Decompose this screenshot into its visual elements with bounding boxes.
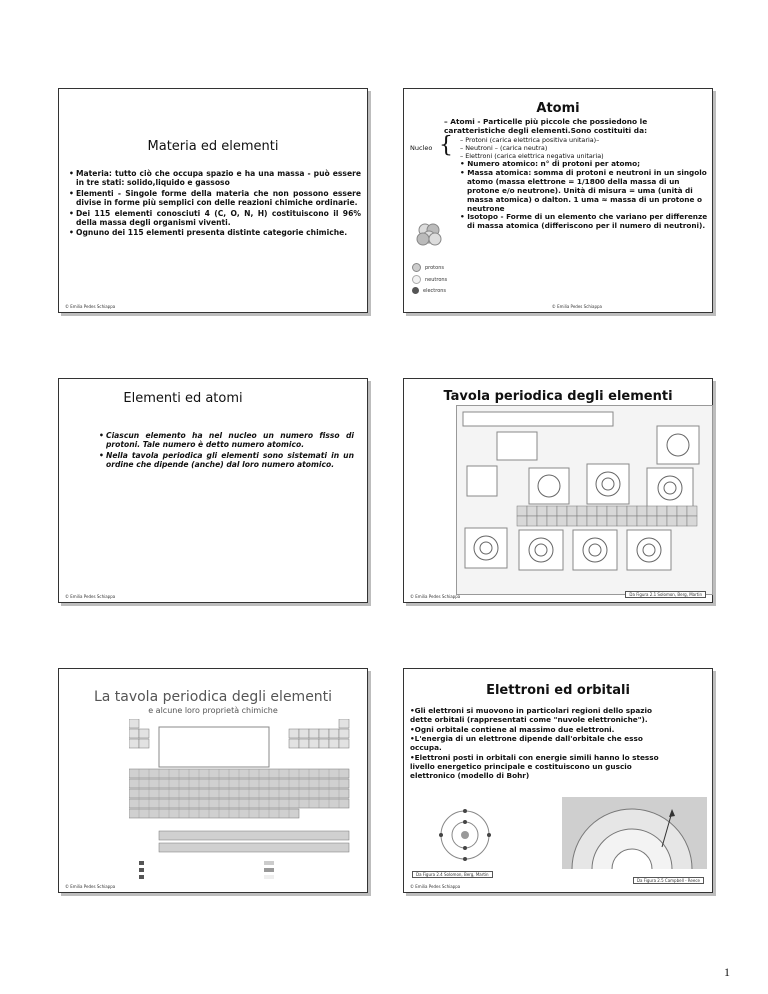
brace-icon: { (439, 133, 453, 158)
bullet: Ognuno dei 115 elementi presenta distinte categorie chimiche. (76, 228, 348, 238)
bohr-model-icon (430, 807, 500, 867)
slide-atomi (403, 88, 713, 313)
slide-body: • Ciascun elemento ha nel nucleo un numero fisso di protoni. Tale numero è detto numero atomico. • Nella tavola periodica gli elementi sono sistemati in un ordine che dipende (anche) dal loro numero atomico. (99, 431, 354, 470)
bullet: Materia: tutto ciò che occupa spazio e ha una massa - può essere in tre stati: solido,liquido e gassoso (76, 169, 361, 188)
atomi-point: • Isotopo - Forme di un elemento che variano per differenze di massa atomica (differiscono per il numero di neutroni). (460, 212, 708, 231)
figure-credit-right: Da Figura 2.5 Campbell - Reece (633, 877, 704, 884)
slide-footer: © Emilia Pedes Schiappa (65, 304, 116, 309)
neutron-icon (412, 275, 421, 284)
atom-nucleus-icon (414, 219, 446, 251)
periodic-table-figure (456, 405, 713, 595)
slide-title: Elementi ed atomi (123, 391, 243, 406)
nucleo-label: Nucleo (410, 144, 433, 152)
atomi-intro: – Atomi - Particelle più piccole che possiedono le caratteristiche degli elementi.Sono costituiti da: (444, 117, 648, 135)
slide-elettroni-orbitali (403, 668, 713, 893)
slide-title: Atomi (536, 101, 580, 116)
slide-title: Tavola periodica degli elementi (443, 389, 673, 404)
slide-footer: © Emilia Pedes Schiappa (551, 304, 602, 309)
electron-icon (412, 287, 419, 294)
legend-neutrons: neutrons (412, 275, 447, 284)
atomi-point: • Numero atomico: n° di protoni per atomo; (460, 159, 641, 168)
image-subtitle: e alcune loro proprietà chimiche (148, 706, 278, 715)
bullet: •Ogni orbitale contiene al massimo due elettroni. (410, 724, 615, 734)
particle-item: – Elettroni (carica elettrica negativa unitaria) (460, 152, 604, 160)
page-number: 1 (724, 965, 730, 979)
bullet: Nella tavola periodica gli elementi sono sistemati in un ordine che dipende (anche) dal loro numero atomico. (106, 450, 354, 470)
particle-item: – Protoni (carica elettrica positiva unitaria)– (460, 136, 600, 144)
slide-elementi-ed-atomi (58, 378, 368, 603)
bullet: Dei 115 elementi conosciuti 4 (C, O, N, H) costituiscono il 96% della massa degli organismi viventi. (76, 208, 361, 228)
figure-credit: Da Figura 2.1 Solomon, Berg, Martin (625, 591, 706, 598)
bullet: •Gli elettroni si muovono in particolari regioni dello spazio dette orbitali (rappresentati come "nuvole elettroniche"). (410, 706, 653, 724)
slide-tavola-proprieta (58, 668, 368, 893)
slide-footer: © Emilia Pedes Schiappa (410, 594, 461, 599)
energy-levels-illustration (562, 797, 707, 869)
atomi-point: • Massa atomica: somma di protoni e neutroni in un singolo atomo (massa elettrone = 1/1800 della massa di un protone e/o neutrone). Unità di misura = uma (unità di massa atomica) o dalton. 1 uma ≈ massa di un protone o neutrone (460, 167, 707, 213)
bullet: Ciascun elemento ha nel nucleo un numero fisso di protoni. Tale numero è detto numero atomico. (106, 431, 354, 450)
figure-credit-left: Da Figura 2.4 Solomon, Berg, Martin (412, 871, 493, 878)
particle-item: – Neutroni – (carica neutra) (460, 144, 548, 152)
slide-body (410, 707, 675, 781)
slide-materia-ed-elementi (58, 88, 368, 313)
periodic-table-illustration (457, 406, 712, 594)
slide-footer: © Emilia Pedes Schiappa (65, 884, 116, 889)
proton-icon (412, 263, 421, 272)
slide-title: Materia ed elementi (147, 139, 279, 154)
slide-footer: © Emilia Pedes Schiappa (410, 884, 461, 889)
slide-footer: © Emilia Pedes Schiappa (65, 594, 116, 599)
bullet: •Elettroni posti in orbitali con energie simili hanno lo stesso livello energetico principale e costituiscono un guscio elettronico (modello di Bohr) (410, 752, 659, 780)
slide-tavola-periodica (403, 378, 713, 603)
slide-title: Elettroni ed orbitali (486, 683, 630, 698)
bullet: Elementi - Singole forme della materia che non possono essere divise in forme più semplici con delle reazioni chimiche ordinarie. (76, 188, 361, 208)
bullet: •L'energia di un elettrone dipende dall'orbitale che esso occupa. (410, 734, 643, 753)
legend-electrons: electrons (412, 287, 446, 294)
periodic-table-properties-illustration (129, 719, 359, 884)
image-title: La tavola periodica degli elementi (93, 689, 333, 705)
slide-body: • Materia: tutto ciò che occupa spazio e ha una massa - può essere in tre stati: solido,liquido e gassoso • Elementi - Singole forme della materia che non possono essere divise in forme più semplici con delle reazioni chimiche ordinarie. • Dei 115 elementi conosciuti 4 (C, O, N, H) costituiscono il 96% della massa degli organismi viventi. • Ognuno dei 115 elementi presenta distinte categorie chimiche. (69, 169, 361, 238)
legend-protons: protons (412, 263, 444, 272)
atomi-list (460, 136, 708, 231)
